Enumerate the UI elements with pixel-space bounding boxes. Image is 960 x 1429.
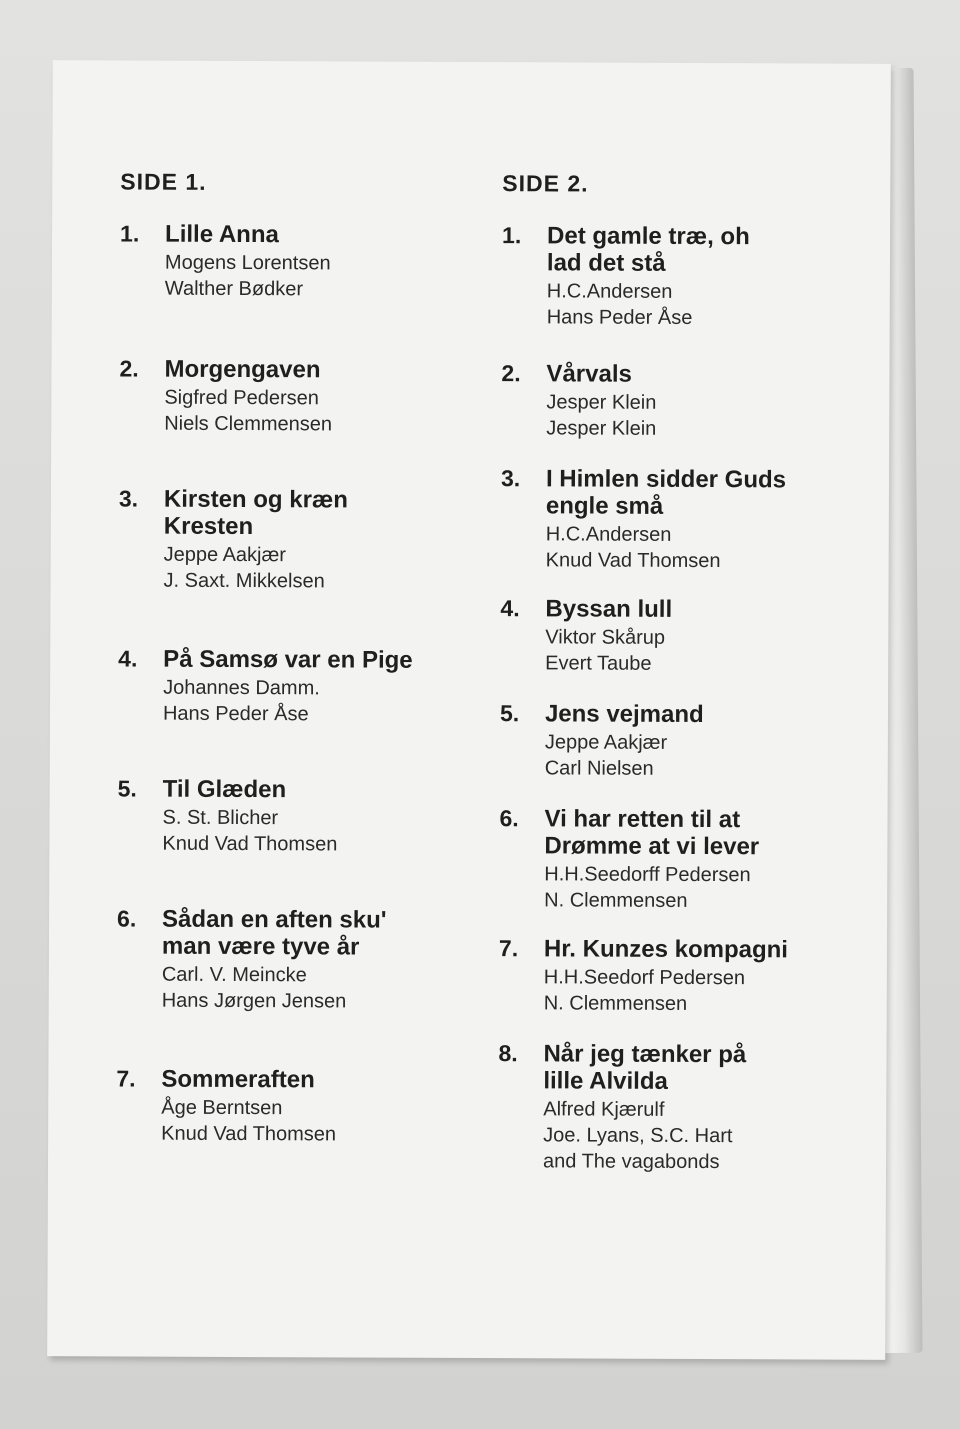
track-credit: Joe. Lyans, S.C. Hart (543, 1124, 733, 1148)
side2-track (501, 465, 841, 574)
side2-track (500, 700, 840, 782)
track-credit: N. Clemmensen (544, 889, 688, 912)
side1-track (117, 905, 457, 1014)
track-title (116, 1065, 456, 1093)
track-credit: H.H.Seedorff Pedersen (544, 863, 751, 887)
side2-track (501, 360, 841, 442)
side2-track (499, 805, 839, 914)
track-title-line: Byssan lull (545, 595, 673, 623)
track-credit: and The vagabonds (542, 1150, 720, 1174)
track-number: 6. (499, 805, 519, 832)
track-title-line: Det gamle træ, oh (547, 222, 750, 251)
side2-track (500, 595, 840, 677)
track-number: 5. (499, 700, 520, 727)
track-credit: Knud Vad Thomsen (545, 549, 721, 573)
track-credit: Carl. V. Meincke (161, 963, 307, 987)
track-number: 2. (501, 360, 521, 387)
track-title-line: lad det stå (546, 249, 666, 277)
track-credit: H.H.Seedorf Pedersen (543, 966, 746, 990)
track-number: 3. (500, 465, 521, 492)
track-title (498, 1040, 838, 1095)
track-title-line: man være tyve år (161, 932, 360, 961)
side1-track (118, 645, 458, 727)
track-number: 1. (120, 220, 140, 247)
track-credit: Johannes Damm. (163, 676, 320, 700)
track-number: 7. (498, 935, 519, 962)
side2-track (502, 222, 842, 331)
track-number: 3. (118, 485, 139, 512)
track-title-line: I Himlen sidder Guds (545, 465, 787, 494)
track-credit: Jesper Klein (546, 391, 657, 414)
track-credit: H.C.Andersen (546, 280, 673, 303)
track-title (118, 645, 458, 673)
track-credit: Niels Clemmensen (164, 412, 333, 436)
track-title (119, 485, 459, 540)
track-title (501, 465, 841, 520)
track-title-line: Kresten (163, 512, 254, 541)
track-title-line: Sommeraften (161, 1065, 315, 1094)
track-number: 8. (498, 1040, 518, 1067)
side1-track (117, 775, 457, 857)
track-credit: Jeppe Aakjær (163, 543, 287, 567)
track-credit: Alfred Kjærulf (543, 1098, 665, 1121)
track-credit: S. St. Blicher (162, 806, 279, 830)
track-title-line: Lille Anna (165, 220, 279, 249)
track-title-line: Hr. Kunzes kompagni (543, 935, 789, 964)
track-credit: Viktor Skårup (545, 626, 666, 649)
track-title-line: Vårvals (546, 360, 632, 388)
track-title-line: Sådan en aften sku' (162, 905, 387, 934)
side1-track (120, 220, 460, 302)
track-credit: Knud Vad Thomsen (162, 832, 338, 856)
side1-track (116, 1065, 456, 1147)
track-title (502, 222, 842, 277)
track-title-line: Morgengaven (164, 355, 321, 384)
track-title (118, 775, 458, 803)
side1-track (119, 485, 459, 594)
track-title-line: Vi har retten til at (544, 805, 741, 834)
side1-track (119, 355, 459, 437)
track-title-line: engle små (545, 492, 664, 520)
track-credit: N. Clemmensen (543, 992, 688, 1015)
track-number: 4. (500, 595, 520, 622)
track-credit: Carl Nielsen (544, 757, 654, 780)
track-title-line: På Samsø var en Pige (163, 645, 413, 674)
track-credit: J. Saxt. Mikkelsen (163, 569, 325, 593)
track-credit: Åge Berntsen (161, 1096, 283, 1120)
track-title-line: Kirsten og kræn (163, 485, 349, 514)
track-number: 1. (502, 222, 522, 249)
track-title (120, 220, 460, 248)
track-credit: Hans Peder Åse (162, 702, 309, 726)
track-title (500, 595, 840, 623)
track-number: 7. (116, 1065, 136, 1092)
track-title-line: Til Glæden (162, 775, 287, 804)
track-credit: Hans Peder Åse (546, 306, 693, 329)
track-credit: Walther Bødker (164, 277, 304, 301)
side2-track (499, 935, 839, 1017)
track-credit: Sigfred Pedersen (164, 386, 319, 410)
track-title-line: Drømme at vi lever (544, 832, 760, 861)
side-2-heading: SIDE 2. (502, 170, 589, 197)
track-title-line: Jens vejmand (544, 700, 704, 729)
track-credit: Mogens Lorentsen (164, 251, 331, 275)
track-title-line: lille Alvilda (543, 1067, 668, 1095)
side2-track (498, 1040, 839, 1175)
track-number: 4. (118, 645, 138, 672)
track-credit: Jesper Klein (546, 417, 657, 440)
track-title-line: Når jeg tænker på (543, 1040, 747, 1069)
track-title (499, 805, 839, 860)
track-credit: Jeppe Aakjær (544, 731, 668, 754)
track-credit: Hans Jørgen Jensen (161, 989, 347, 1013)
track-number: 6. (117, 905, 137, 932)
track-credit: H.C.Andersen (545, 523, 672, 546)
side-1-heading: SIDE 1. (120, 168, 207, 195)
cassette-inlay-card (47, 60, 891, 1360)
track-title (119, 355, 459, 383)
track-number: 5. (117, 775, 137, 802)
track-title (117, 905, 457, 960)
track-credit: Evert Taube (545, 652, 652, 675)
track-title (499, 935, 839, 963)
track-number: 2. (119, 355, 139, 382)
track-title (501, 360, 841, 388)
track-credit: Knud Vad Thomsen (161, 1122, 337, 1146)
track-title (500, 700, 840, 728)
